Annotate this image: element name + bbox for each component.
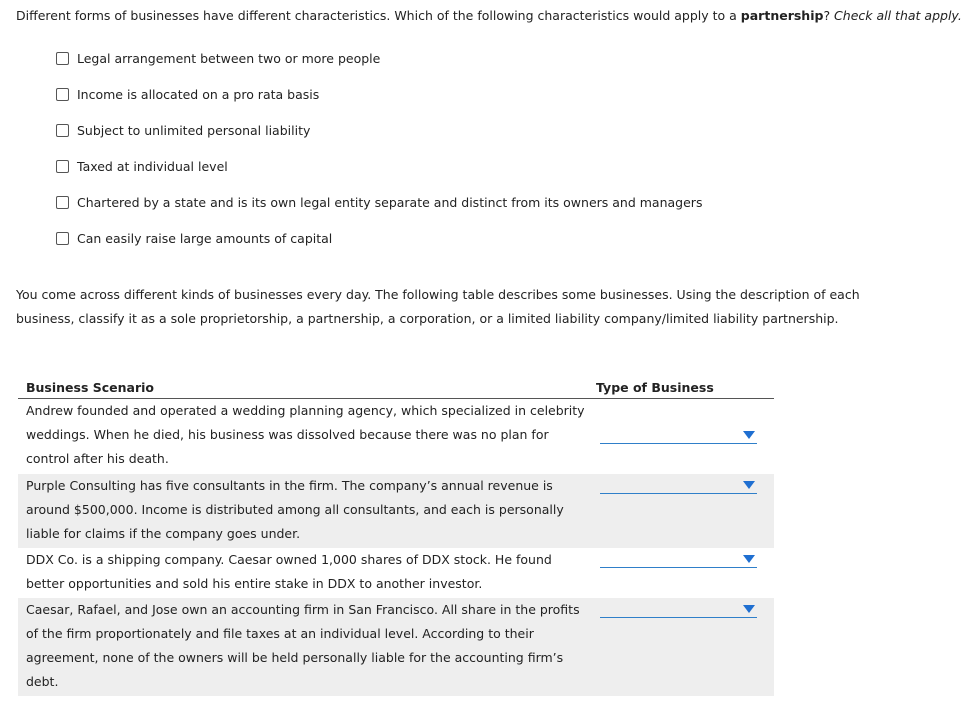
table-row	[18, 598, 774, 696]
option-legal-arrangement[interactable]	[56, 50, 380, 66]
header-type-of-business: Type of Business	[596, 380, 714, 395]
option-pro-rata-income[interactable]	[56, 86, 319, 102]
question-instruction: Check all that apply.	[834, 8, 962, 23]
header-business-scenario: Business Scenario	[26, 380, 155, 395]
question-prefix: Different forms of businesses have different characteristics. Which of the following characteristics would apply to a	[16, 8, 741, 23]
scenario-text: DDX Co. is a shipping company. Caesar owned 1,000 shares of DDX stock. He found better opportunities and sold his entire stake in DDX to another investor.	[26, 552, 552, 591]
table-row	[18, 474, 774, 548]
option-label: Subject to unlimited personal liability	[77, 122, 311, 138]
table-row	[18, 548, 774, 598]
question-keyword: partnership	[740, 8, 824, 23]
checkbox[interactable]	[56, 160, 69, 173]
business-classification-table	[18, 376, 774, 696]
checkbox[interactable]	[56, 88, 69, 101]
caret-down-icon	[743, 481, 755, 489]
checkbox[interactable]	[56, 196, 69, 209]
option-label: Chartered by a state and is its own legal entity separate and distinct from its owners and managers	[77, 194, 703, 210]
type-dropdown[interactable]	[600, 479, 757, 494]
option-raise-capital[interactable]	[56, 230, 332, 246]
caret-down-icon	[743, 605, 755, 613]
checkbox[interactable]	[56, 232, 69, 245]
checkbox[interactable]	[56, 52, 69, 65]
table-header	[18, 376, 774, 399]
caret-down-icon	[743, 431, 755, 439]
checkbox[interactable]	[56, 124, 69, 137]
question-middle: ?	[823, 8, 835, 23]
type-dropdown[interactable]	[600, 429, 757, 444]
scenario-text: Andrew founded and operated a wedding planning agency, which specialized in celebrity weddings. When he died, his business was dissolved because there was no plan for control after his death.	[26, 403, 585, 466]
type-dropdown[interactable]	[600, 553, 757, 568]
option-label: Legal arrangement between two or more people	[77, 50, 381, 66]
table-instructions: You come across different kinds of businesses every day. The following table describes some businesses. Using the description of each business, classify it as a sole proprietorship, a partnership, a corporation, or a limited liability company/limited liability partnership.	[16, 287, 860, 326]
scenario-text: Purple Consulting has five consultants in the firm. The company’s annual revenue is around $500,000. Income is distributed among all consultants, and each is personally liable for claims if the company goes under.	[26, 478, 564, 541]
option-label: Can easily raise large amounts of capital	[77, 230, 333, 246]
scenario-text: Caesar, Rafael, and Jose own an accounting firm in San Francisco. All share in the profits of the firm proportionately and file taxes at an individual level. According to their agreement, none of the owners will be held personally liable for the accounting firm’s debt.	[26, 602, 580, 689]
question-prompt	[16, 8, 962, 24]
option-unlimited-liability[interactable]	[56, 122, 310, 138]
option-taxed-individual[interactable]	[56, 158, 228, 174]
option-label: Taxed at individual level	[77, 158, 228, 174]
option-chartered-by-state[interactable]	[56, 194, 702, 210]
type-dropdown[interactable]	[600, 603, 757, 618]
table-row	[18, 399, 774, 474]
caret-down-icon	[743, 555, 755, 563]
option-label: Income is allocated on a pro rata basis	[77, 86, 320, 102]
